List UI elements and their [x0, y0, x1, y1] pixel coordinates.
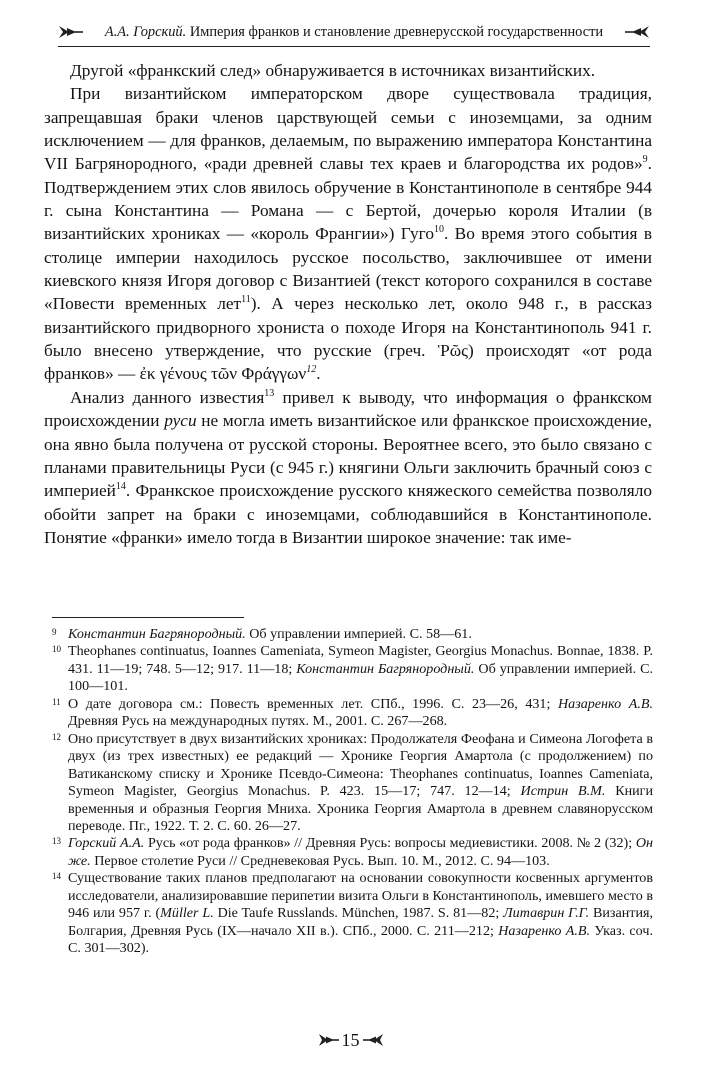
footnotes	[52, 626, 653, 958]
footnote-number: 10	[52, 644, 61, 655]
paragraph-3-text-a: Анализ данного известия	[70, 387, 265, 407]
footnote-text: Указ. соч. С. 301—302).	[68, 922, 653, 957]
footnote-ref-10[interactable]: 10	[433, 224, 444, 236]
footnote-author: Он же.	[68, 835, 653, 869]
footnote-14	[52, 870, 653, 957]
footnote-text: Оно присутствует в двух византийских хрониках: Продолжателя Феофана и Симеона Логофета в двух (из трех известных) ее редакций — Хронике Георгия Амартола (с продолжением) по Ватиканскому списку и Хронике Псевдо-Симеона: Theophanes continuatus, Ioannes Cameniata, Symeon Magister, Georgius Monachus. P. 423. 15—17; 747. 12—14;	[68, 730, 653, 800]
footnote-number: 11	[52, 696, 61, 707]
page-footer	[0, 1028, 701, 1056]
paragraph-2-text-d: ). А через несколько лет, около 948 г., в рассказ византийского придворного хрониста о походе Игоря на Константинополь 941 г. было внесено утверждение, что русские (греч. Ῥῶς) происходят «от рода франков» — ἐκ γένους τῶν Φράγγων	[44, 294, 652, 384]
footnote-12	[52, 731, 653, 836]
paragraph-2-text-e: .	[316, 364, 321, 384]
footnote-text: Об управлении империей. С. 58—61.	[245, 626, 472, 642]
paragraph-3-text-b: привел к выводу, что информация о франкском происхождении	[44, 387, 652, 431]
footnote-text: Древняя Русь на международных путях. М., 2001. С. 267—268.	[68, 713, 448, 730]
footnote-text: Первое столетие Руси // Средневековая Русь. Вып. 10. М., 2012. С. 94—103.	[90, 852, 550, 869]
main-text	[44, 59, 652, 549]
footnote-ref-14[interactable]: 14	[115, 481, 126, 493]
paragraph-2-text-c: . Во время этого события в столице империи находилось русское посольство, заключившее от имени киевского князя Игоря договор с Византией (текст которого сохранился в составе «Повести временных лет	[44, 224, 652, 314]
fleuron-right-icon	[624, 24, 650, 40]
paragraph-3	[44, 386, 652, 549]
footnote-11	[52, 696, 653, 731]
footnote-number: 9	[52, 627, 57, 637]
footnote-text: Theophanes continuatus, Ioannes Cameniata, Symeon Magister, Georgius Monachus. Bonnae, 1838. P. 431. 11—19; 748. 5—12; 917. 11—18;	[68, 643, 653, 677]
footnote-author: Истрин В.М.	[520, 783, 606, 800]
page-number: 15	[341, 1030, 360, 1050]
running-head-rule	[58, 46, 650, 47]
footnote-author: Константин Багрянородный.	[68, 626, 246, 642]
paragraph-2	[44, 82, 652, 385]
footnote-author: Назаренко А.В.	[557, 695, 653, 712]
running-head	[58, 10, 650, 50]
fleuron-right-icon	[362, 1033, 384, 1047]
paragraph-1	[44, 59, 652, 82]
footnote-author: Горский А.А.	[68, 835, 145, 852]
paragraph-3-text-d: . Франкское происхождение русского княжеского семейства позволяло обойти запрет на браки с иноземцами, соблюдавшийся в Константинополе. Понятие «франки» имело тогда в Византии широкое значение: так име-	[44, 481, 652, 547]
footnote-9	[52, 626, 653, 643]
footnote-text: Византия, Болгария, Древняя Русь (IX—начало XII в.). СПб., 2000. С. 211—212;	[68, 905, 653, 939]
paragraph-1-text: Другой «франкский след» обнаруживается в источниках византийских.	[70, 61, 596, 80]
footnote-ref-9[interactable]: 9	[642, 154, 648, 166]
footnote-text: Русь «от рода франков» // Древняя Русь: вопросы медиевистики. 2008. № 2 (32);	[144, 835, 636, 852]
footnote-ref-13[interactable]: 13	[264, 388, 275, 400]
footnote-text: Существование таких планов предполагают на основании совокупности косвенных аргументов исследователи, анализировавшие перипетии визита Ольги в Константинополь, имевшего место в 946 или 957 г. (	[68, 870, 653, 922]
fleuron-left-icon	[58, 24, 84, 40]
footnote-10	[52, 643, 653, 695]
paragraph-3-text-c: не могла иметь византийское или франкское происхождение, она явно была получена от русской стороны. Вероятнее всего, это было связано с планами правительницы Руси (с 945 г.) княгини Ольги заключить брачный союз с империей	[44, 411, 652, 501]
footnote-ref-12[interactable]: 12	[306, 364, 317, 376]
footnote-author: Назаренко А.В.	[498, 922, 591, 939]
footnote-text: Об управлении империей. С. 100—101.	[68, 660, 653, 695]
footnote-separator	[52, 617, 244, 618]
footnote-text: Книги временныя и образныя Георгия Мниха. Хроника Георгия Амартола в древнем славянорусском переводе. Пг., 1922. Т. 2. С. 60. 26—27.	[68, 783, 654, 834]
footnote-author: Müller L.	[160, 905, 214, 922]
paragraph-3-italic-rusi: руси	[164, 411, 197, 431]
footnote-ref-11[interactable]: 11	[241, 294, 251, 306]
running-head-author: А.А. Горский.	[104, 24, 187, 40]
fleuron-left-icon	[318, 1033, 340, 1047]
footnote-number: 13	[52, 836, 61, 847]
footnote-text: Die Taufe Russlands. München, 1987. S. 81—82;	[213, 905, 504, 922]
footnote-13	[52, 835, 653, 870]
footnote-number: 12	[52, 731, 61, 742]
paragraph-2-text-b: . Подтверждением этих слов явилось обручение в Константинополе в сентябре 944 г. сына Константина — Романа — с Бертой, дочерью короля Италии (в византийских хрониках — «король Франгии») Гуго	[44, 154, 652, 244]
footnote-text: О дате договора см.: Повесть временных лет. СПб., 1996. С. 23—26, 431;	[68, 695, 558, 712]
footnote-author: Константин Багрянородный.	[296, 660, 475, 677]
running-head-title: Империя франков и становление древнерусской государственности	[189, 24, 604, 40]
paragraph-2-text-a: При византийском императорском дворе существовала традиция, запрещавшая браки членов царствующей семьи с иноземцами, за одним исключением — для франков, делаемым, по выражению императора Константина VII Багрянородного, «ради древней славы тех краев и благородства их родов»	[44, 84, 652, 174]
footnote-number: 14	[52, 871, 61, 882]
running-head-text	[84, 24, 624, 41]
footnote-author: Литаврин Г.Г.	[503, 905, 590, 922]
